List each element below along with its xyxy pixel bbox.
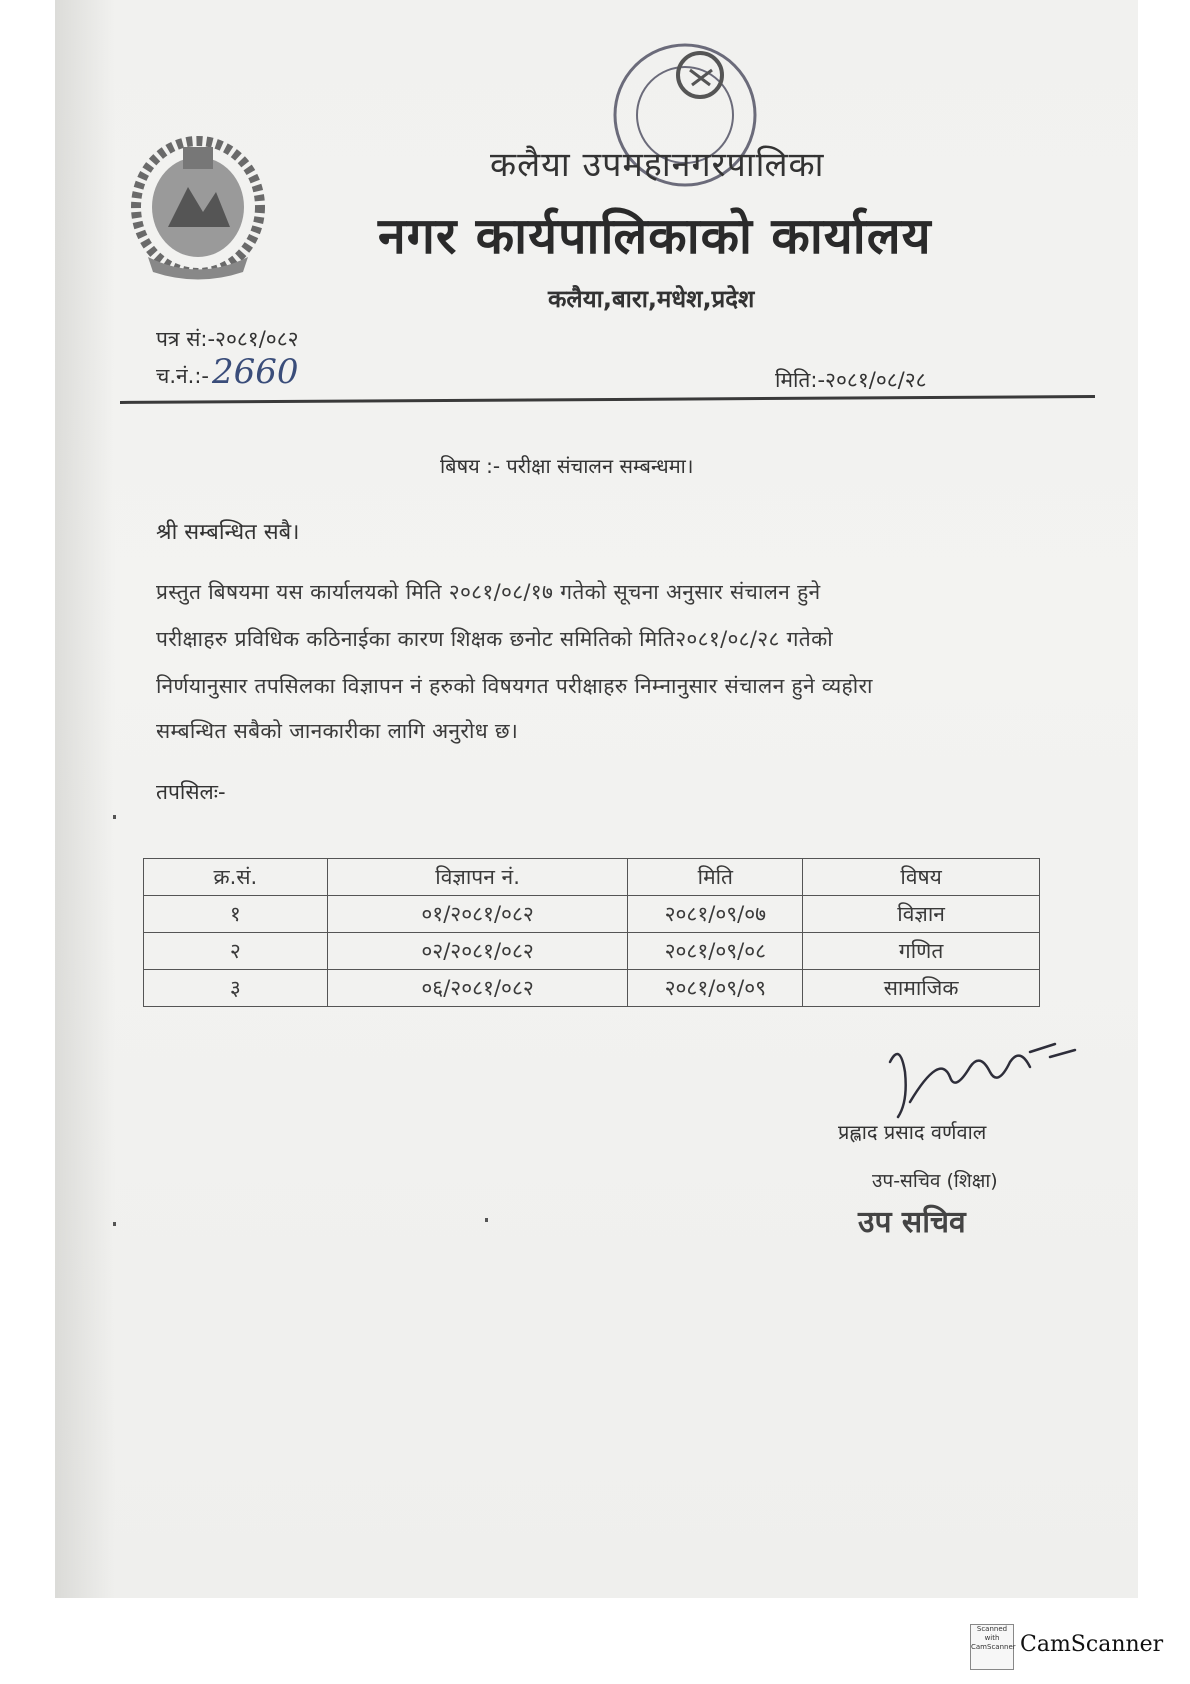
chalani-number-handwritten: 2660 xyxy=(212,352,299,392)
body-text-line: परीक्षाहरु प्रविधिक कठिनाईका कारण शिक्षक छनोट समितिको मिति२०८१/०८/२८ गतेको xyxy=(156,627,833,651)
camscanner-label: CamScanner xyxy=(1020,1632,1164,1657)
cell-date: २०८१/०९/०८ xyxy=(628,933,803,970)
chalani-label: च.नं.:- xyxy=(156,364,209,388)
letter-date: मिति:-२०८१/०८/२८ xyxy=(775,368,927,392)
exam-schedule-table xyxy=(143,858,1040,1007)
tapsil-label: तपसिलः- xyxy=(156,780,226,804)
col-header-ad-number: विज्ञापन नं. xyxy=(327,859,628,896)
cell-sn: ३ xyxy=(144,970,328,1007)
cell-subject: गणित xyxy=(803,933,1040,970)
col-header-date: मिति xyxy=(628,859,803,896)
col-header-sn: क्र.सं. xyxy=(144,859,328,896)
camscanner-logo-text: Scanned with CamScanner xyxy=(971,1625,1016,1651)
subject-line: बिषय :- परीक्षा संचालन सम्बन्धमा। xyxy=(440,454,694,478)
letterhead-office: नगर कार्यपालिकाको कार्यालय xyxy=(378,207,932,265)
cell-subject: सामाजिक xyxy=(803,970,1040,1007)
government-emblem-icon xyxy=(128,132,268,282)
patra-number: पत्र सं:-२०८१/०८२ xyxy=(156,327,299,351)
cell-ad-number: ०१/२०८१/०८२ xyxy=(327,896,628,933)
paper-shadow xyxy=(55,0,115,1598)
letterhead-address: कलैया,बारा,मधेश,प्रदेश xyxy=(548,285,755,313)
body-text-line: निर्णयानुसार तपसिलका विज्ञापन नं हरुको विषयगत परीक्षाहरु निम्नानुसार संचालन हुने व्यहोरा xyxy=(156,674,873,698)
table-header-row xyxy=(144,859,1040,896)
scan-speck xyxy=(113,815,116,819)
cell-ad-number: ०६/२०८१/०८२ xyxy=(327,970,628,1007)
signatory-name: प्रह्लाद प्रसाद वर्णवाल xyxy=(838,1120,987,1144)
signatory-stamp: उप सचिव xyxy=(858,1205,966,1240)
scan-speck xyxy=(113,1222,116,1226)
body-text-line: प्रस्तुत बिषयमा यस कार्यालयको मिति २०८१/०८/१७ गतेको सूचना अनुसार संचालन हुने xyxy=(156,580,821,604)
cell-date: २०८१/०९/०७ xyxy=(628,896,803,933)
table-row xyxy=(144,970,1040,1007)
col-header-subject: विषय xyxy=(803,859,1040,896)
camscanner-logo-icon xyxy=(970,1624,1014,1670)
cell-sn: १ xyxy=(144,896,328,933)
body-text-line: सम्बन्धित सबैको जानकारीका लागि अनुरोध छ। xyxy=(156,719,519,743)
cell-sn: २ xyxy=(144,933,328,970)
scan-speck xyxy=(485,1218,488,1222)
salutation: श्री सम्बन्धित सबै। xyxy=(156,520,300,545)
cell-date: २०८१/०९/०९ xyxy=(628,970,803,1007)
signature-icon xyxy=(880,1032,1080,1122)
signatory-title: उप-सचिव (शिक्षा) xyxy=(872,1170,998,1192)
table-row xyxy=(144,896,1040,933)
cell-ad-number: ०२/२०८१/०८२ xyxy=(327,933,628,970)
table-row xyxy=(144,933,1040,970)
letterhead-municipality: कलैया उपमहानगरपालिका xyxy=(490,145,825,185)
cell-subject: विज्ञान xyxy=(803,896,1040,933)
